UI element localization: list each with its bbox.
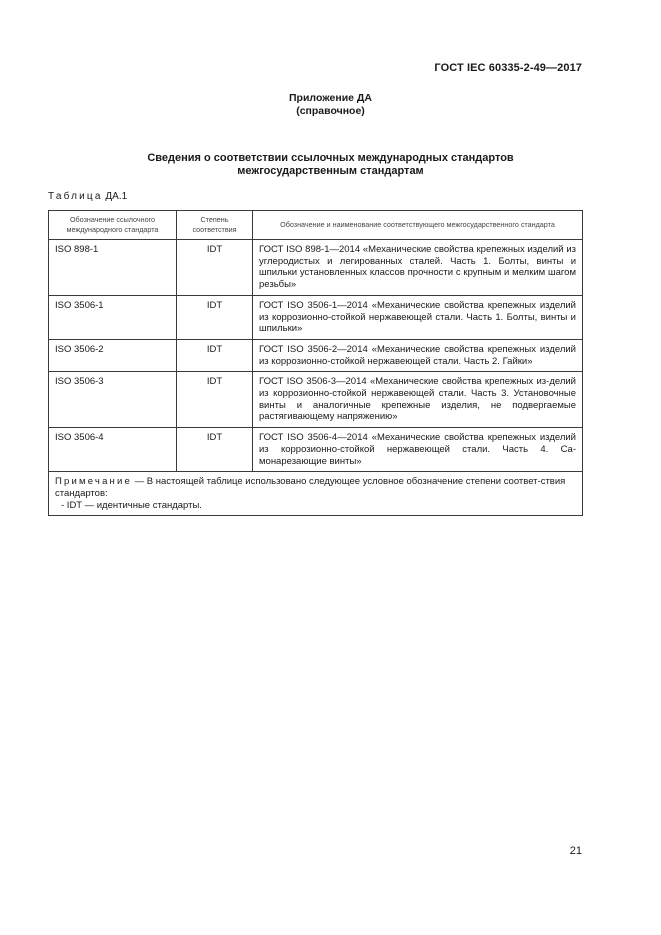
note-item: - IDT — идентичные стандарты.	[61, 499, 202, 511]
cell-degree: IDT	[177, 295, 253, 339]
document-standard-code: ГОСТ IEC 60335-2-49—2017	[434, 62, 582, 74]
table-caption-number: ДА.1	[105, 191, 128, 202]
table-caption	[48, 191, 127, 202]
table-caption-label: Таблица	[48, 191, 103, 202]
column-header-description: Обозначение и наименование соответствующего межгосударственного стандарта	[253, 211, 583, 240]
table-header-row	[49, 211, 583, 240]
note-text-block	[55, 476, 576, 499]
cell-reference: ISO 3506-2	[49, 339, 177, 371]
cell-reference: ISO 898-1	[49, 240, 177, 296]
table-row	[49, 240, 583, 296]
cell-description: ГОСТ ISO 3506-2—2014 «Механические свойства крепежных изделий из коррозионно-стойкой нержавеющей стали. Часть 2. Гайки»	[253, 339, 583, 371]
cell-reference: ISO 3506-4	[49, 428, 177, 472]
note-label: Примечание	[55, 476, 132, 488]
table-row	[49, 372, 583, 428]
table-note	[49, 472, 583, 516]
table-note-row	[49, 472, 583, 516]
table-row	[49, 428, 583, 472]
cell-degree: IDT	[177, 339, 253, 371]
cell-description: ГОСТ ISO 3506-1—2014 «Механические свойства крепежных изделий из коррозионно-стойкой нержавеющей стали. Часть 1. Болты, винты и шпильки»	[253, 295, 583, 339]
note-text: — В настоящей таблице использовано следующее условное обозначение степени соответ-ствия стандартов:	[55, 476, 566, 499]
correspondence-table	[48, 210, 583, 516]
section-title-line-1: Сведения о соответствии ссылочных международных стандартов	[147, 152, 514, 164]
table-row	[49, 295, 583, 339]
annex-subtitle: (справочное)	[296, 105, 365, 117]
cell-description: ГОСТ ISO 898-1—2014 «Механические свойства крепежных изделий из углеродистых и легированных сталей. Часть 1. Болты, винты и шпильки установленных классов прочности с крупным и мелким шагом резьбы»	[253, 240, 583, 296]
page-number: 21	[569, 845, 582, 857]
cell-description: ГОСТ ISO 3506-4—2014 «Механические свойства крепежных изделий из коррозионно-стойкой нержавеющей стали. Часть 4. Са-монарезающие винты»	[253, 428, 583, 472]
cell-description: ГОСТ ISO 3506-3—2014 «Механические свойства крепежных из-делий из коррозионно-стойкой нержавеющей стали. Часть 3. Установочные винты и аналогичные крепежные изделия, не подвергаемые растягивающему напряжению»	[253, 372, 583, 428]
annex-title: Приложение ДА	[289, 92, 372, 104]
cell-reference: ISO 3506-1	[49, 295, 177, 339]
section-title-line-2: межгосударственным стандартам	[237, 165, 424, 177]
table-row	[49, 339, 583, 371]
cell-degree: IDT	[177, 240, 253, 296]
section-title	[0, 152, 661, 178]
cell-degree: IDT	[177, 428, 253, 472]
cell-reference: ISO 3506-3	[49, 372, 177, 428]
column-header-reference: Обозначение ссылочного международного стандарта	[49, 211, 177, 240]
cell-degree: IDT	[177, 372, 253, 428]
annex-heading	[0, 92, 661, 118]
column-header-degree: Степень соответствия	[177, 211, 253, 240]
